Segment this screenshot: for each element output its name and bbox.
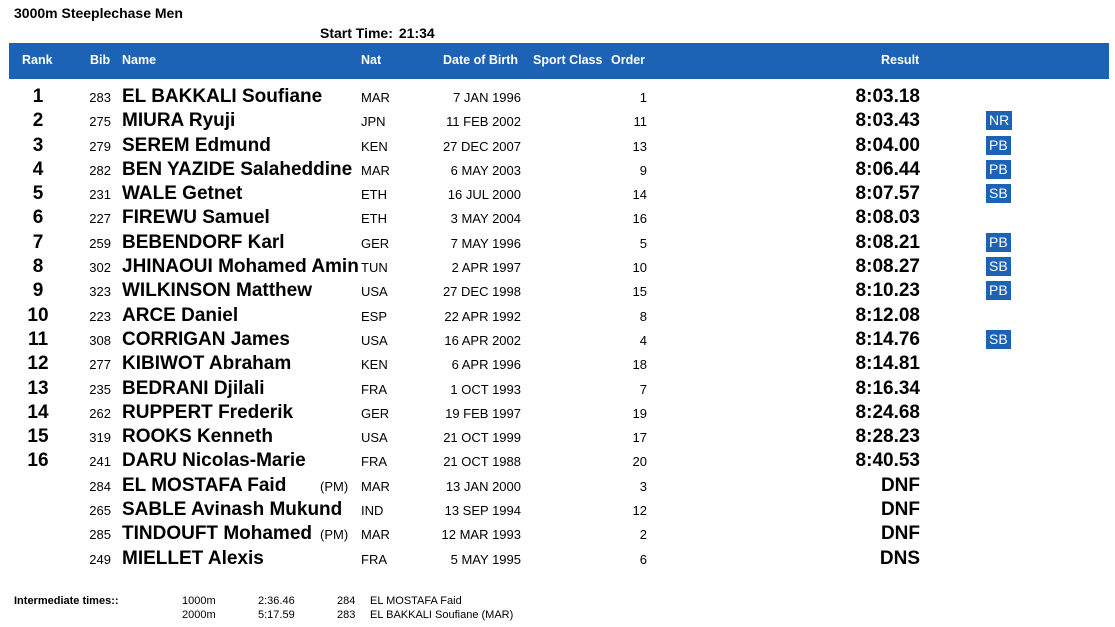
intermediate-bib: 283 bbox=[337, 609, 356, 621]
athlete-result: 8:28.23 bbox=[855, 426, 920, 448]
intermediate-leader: EL BAKKALI Soufiane (MAR) bbox=[370, 609, 514, 621]
athlete-nat: GER bbox=[361, 235, 390, 251]
athlete-name: BEBENDORF Karl bbox=[122, 231, 285, 253]
athlete-order: 16 bbox=[632, 211, 647, 227]
athlete-result: 8:10.23 bbox=[855, 280, 920, 302]
athlete-result: 8:03.18 bbox=[855, 86, 920, 107]
table-row bbox=[9, 547, 1109, 571]
athlete-dob: 11 FEB 2002 bbox=[446, 114, 521, 130]
athlete-order: 19 bbox=[632, 405, 647, 421]
athlete-pm-note: (PM) bbox=[320, 527, 349, 543]
athlete-bib: 283 bbox=[89, 90, 111, 105]
athlete-rank: 10 bbox=[27, 304, 49, 326]
header-sport-class: Sport Class bbox=[533, 53, 603, 67]
athlete-bib: 223 bbox=[89, 308, 111, 324]
athlete-dob: 19 FEB 1997 bbox=[445, 405, 521, 421]
athlete-name: KIBIWOT Abraham bbox=[122, 353, 292, 375]
athlete-rank: 8 bbox=[32, 256, 44, 278]
athlete-order: 10 bbox=[632, 260, 647, 276]
athlete-dob: 7 MAY 1996 bbox=[450, 235, 521, 251]
athlete-order: 14 bbox=[632, 187, 647, 203]
athlete-nat: USA bbox=[361, 430, 388, 446]
athlete-name: ROOKS Kenneth bbox=[122, 426, 273, 448]
athlete-order: 5 bbox=[639, 235, 647, 251]
record-badge: PB bbox=[986, 160, 1011, 179]
athlete-order: 20 bbox=[632, 454, 647, 470]
athlete-result: 8:08.03 bbox=[855, 207, 920, 229]
record-badge: PB bbox=[986, 233, 1011, 252]
athlete-rank: 9 bbox=[32, 280, 44, 302]
athlete-bib: 284 bbox=[89, 478, 111, 494]
record-badge: SB bbox=[986, 257, 1011, 276]
athlete-name: RUPPERT Frederik bbox=[122, 401, 294, 423]
record-badge: NR bbox=[986, 111, 1012, 130]
table-row bbox=[9, 182, 1109, 206]
intermediate-row bbox=[0, 595, 1115, 610]
athlete-rank: 11 bbox=[27, 328, 49, 350]
athlete-order: 8 bbox=[639, 308, 647, 324]
intermediate-leader: EL MOSTAFA Faid bbox=[370, 595, 462, 607]
athlete-name: BEDRANI Djilali bbox=[122, 377, 265, 399]
athlete-nat: MAR bbox=[361, 478, 390, 494]
athlete-bib: 285 bbox=[89, 527, 111, 543]
intermediate-row bbox=[0, 609, 1115, 624]
athlete-rank: 4 bbox=[32, 158, 44, 180]
intermediate-bib: 284 bbox=[337, 595, 356, 607]
athlete-nat: FRA bbox=[361, 454, 387, 470]
table-row bbox=[9, 474, 1109, 498]
athlete-result: 8:14.76 bbox=[855, 328, 920, 350]
athlete-name: WILKINSON Matthew bbox=[122, 280, 312, 302]
athlete-rank: 16 bbox=[27, 450, 49, 472]
athlete-name: MIELLET Alexis bbox=[122, 547, 264, 569]
athlete-bib: 279 bbox=[89, 138, 111, 154]
athlete-dob: 12 MAR 1993 bbox=[441, 527, 521, 543]
athlete-name: JHINAOUI Mohamed Amin bbox=[122, 256, 359, 278]
athlete-order: 15 bbox=[632, 284, 647, 300]
header-rank: Rank bbox=[22, 53, 53, 67]
athlete-name: ARCE Daniel bbox=[122, 304, 239, 326]
athlete-dob: 3 MAY 2004 bbox=[450, 211, 521, 227]
athlete-name: TINDOUFT Mohamed bbox=[122, 523, 312, 545]
athlete-rank: 14 bbox=[27, 401, 49, 423]
athlete-result: DNS bbox=[879, 547, 920, 569]
athlete-dob: 21 OCT 1999 bbox=[443, 430, 521, 446]
header-result: Result bbox=[881, 53, 920, 67]
athlete-result: 8:24.68 bbox=[855, 401, 920, 423]
intermediate-time: 5:17.59 bbox=[258, 609, 295, 621]
athlete-result: 8:03.43 bbox=[855, 110, 920, 132]
athlete-dob: 6 APR 1996 bbox=[451, 357, 521, 373]
athlete-result: 8:07.57 bbox=[855, 183, 920, 205]
results-table-header bbox=[9, 43, 1109, 79]
athlete-dob: 27 DEC 2007 bbox=[442, 138, 521, 154]
header-bib: Bib bbox=[90, 53, 111, 67]
athlete-name: SEREM Edmund bbox=[122, 134, 271, 156]
athlete-nat: IND bbox=[361, 503, 384, 519]
table-row bbox=[9, 328, 1109, 352]
athlete-result: 8:12.08 bbox=[855, 304, 920, 326]
athlete-nat: ESP bbox=[361, 308, 388, 324]
header-order: Order bbox=[611, 53, 646, 67]
athlete-bib: 282 bbox=[89, 162, 111, 178]
athlete-order: 6 bbox=[639, 551, 647, 567]
table-row bbox=[9, 206, 1109, 230]
athlete-rank: 2 bbox=[32, 110, 44, 132]
athlete-nat: USA bbox=[361, 284, 388, 300]
athlete-bib: 231 bbox=[89, 187, 111, 203]
athlete-dob: 1 OCT 1993 bbox=[450, 381, 521, 397]
record-badge: PB bbox=[986, 136, 1011, 155]
athlete-rank: 5 bbox=[32, 183, 44, 205]
athlete-dob: 13 SEP 1994 bbox=[444, 503, 521, 519]
intermediate-distance: 2000m bbox=[182, 609, 216, 621]
athlete-result: DNF bbox=[880, 499, 920, 521]
athlete-dob: 27 DEC 1998 bbox=[442, 284, 521, 300]
athlete-dob: 21 OCT 1988 bbox=[443, 454, 521, 470]
athlete-order: 2 bbox=[639, 527, 647, 543]
athlete-order: 11 bbox=[633, 114, 647, 130]
table-row bbox=[9, 304, 1109, 328]
athlete-bib: 227 bbox=[89, 211, 111, 227]
athlete-dob: 16 APR 2002 bbox=[444, 332, 521, 348]
athlete-order: 13 bbox=[632, 138, 647, 154]
athlete-result: 8:04.00 bbox=[855, 134, 920, 156]
header-date-of-birth: Date of Birth bbox=[443, 53, 518, 67]
athlete-name: CORRIGAN James bbox=[122, 328, 290, 350]
record-badge: PB bbox=[986, 281, 1011, 300]
header-nat: Nat bbox=[361, 53, 382, 67]
athlete-result: 8:08.21 bbox=[855, 231, 920, 253]
table-row bbox=[9, 231, 1109, 255]
intermediate-time: 2:36.46 bbox=[258, 595, 295, 607]
athlete-name: WALE Getnet bbox=[122, 183, 243, 205]
athlete-name: EL BAKKALI Soufiane bbox=[122, 86, 323, 107]
athlete-nat: KEN bbox=[361, 138, 388, 154]
athlete-nat: ETH bbox=[361, 187, 387, 203]
athlete-dob: 16 JUL 2000 bbox=[447, 187, 521, 203]
table-row bbox=[9, 255, 1109, 279]
table-row bbox=[9, 498, 1109, 522]
start-time bbox=[320, 25, 441, 41]
intermediate-distance: 1000m bbox=[182, 595, 216, 607]
athlete-rank: 1 bbox=[32, 86, 44, 107]
athlete-nat: KEN bbox=[361, 357, 388, 373]
athlete-rank: 13 bbox=[27, 377, 49, 399]
athlete-result: 8:40.53 bbox=[855, 450, 920, 472]
results-table-body bbox=[9, 85, 1109, 571]
athlete-bib: 262 bbox=[89, 405, 111, 421]
athlete-order: 17 bbox=[632, 430, 647, 446]
athlete-nat: FRA bbox=[361, 551, 387, 567]
athlete-bib: 323 bbox=[89, 284, 111, 300]
athlete-order: 7 bbox=[639, 381, 647, 397]
athlete-name: MIURA Ryuji bbox=[122, 110, 236, 132]
athlete-result: DNF bbox=[880, 474, 920, 496]
athlete-dob: 13 JAN 2000 bbox=[445, 478, 521, 494]
athlete-nat: JPN bbox=[361, 114, 386, 130]
athlete-bib: 249 bbox=[89, 551, 111, 567]
athlete-result: 8:06.44 bbox=[855, 158, 920, 180]
table-row bbox=[9, 85, 1109, 109]
page-title: 3000m Steeplechase Men bbox=[14, 5, 183, 21]
athlete-dob: 7 JAN 1996 bbox=[453, 90, 521, 105]
athlete-bib: 319 bbox=[89, 430, 111, 446]
table-row bbox=[9, 158, 1109, 182]
athlete-result: 8:08.27 bbox=[855, 256, 920, 278]
table-row bbox=[9, 109, 1109, 133]
athlete-nat: ETH bbox=[361, 211, 387, 227]
athlete-nat: MAR bbox=[361, 90, 390, 105]
header-name: Name bbox=[122, 53, 157, 67]
athlete-name: SABLE Avinash Mukund bbox=[122, 499, 343, 521]
table-row bbox=[9, 377, 1109, 401]
athlete-name: BEN YAZIDE Salaheddine bbox=[122, 158, 353, 180]
athlete-result: DNF bbox=[880, 523, 920, 545]
athlete-bib: 275 bbox=[89, 114, 111, 130]
record-badge: SB bbox=[986, 184, 1011, 203]
table-row bbox=[9, 425, 1109, 449]
athlete-rank: 6 bbox=[32, 207, 44, 229]
intermediate-times-label: Intermediate times:: bbox=[14, 595, 119, 607]
athlete-name: DARU Nicolas-Marie bbox=[122, 450, 306, 472]
athlete-result: 8:14.81 bbox=[855, 353, 920, 375]
athlete-name: EL MOSTAFA Faid bbox=[122, 474, 287, 496]
table-row bbox=[9, 352, 1109, 376]
athlete-nat: MAR bbox=[361, 527, 390, 543]
athlete-rank: 12 bbox=[27, 353, 49, 375]
athlete-order: 3 bbox=[639, 478, 647, 494]
athlete-bib: 308 bbox=[89, 332, 111, 348]
athlete-rank: 3 bbox=[32, 134, 44, 156]
table-row bbox=[9, 279, 1109, 303]
table-row bbox=[9, 449, 1109, 473]
start-time-value: 21:34 bbox=[398, 25, 435, 41]
athlete-dob: 2 APR 1997 bbox=[451, 260, 521, 276]
table-row bbox=[9, 522, 1109, 546]
table-row bbox=[9, 401, 1109, 425]
athlete-order: 4 bbox=[639, 332, 647, 348]
athlete-nat: GER bbox=[361, 405, 390, 421]
start-time-label: Start Time: bbox=[320, 25, 393, 41]
athlete-dob: 22 APR 1992 bbox=[444, 308, 521, 324]
record-badge: SB bbox=[986, 330, 1011, 349]
athlete-dob: 6 MAY 2003 bbox=[450, 162, 521, 178]
athlete-bib: 259 bbox=[89, 235, 111, 251]
athlete-bib: 277 bbox=[89, 357, 111, 373]
athlete-order: 18 bbox=[632, 357, 647, 373]
table-row bbox=[9, 134, 1109, 158]
athlete-name: FIREWU Samuel bbox=[122, 207, 270, 229]
athlete-bib: 235 bbox=[89, 381, 111, 397]
athlete-bib: 241 bbox=[89, 454, 111, 470]
athlete-pm-note: (PM) bbox=[320, 478, 349, 494]
athlete-nat: TUN bbox=[361, 260, 388, 276]
athlete-order: 12 bbox=[632, 503, 647, 519]
athlete-dob: 5 MAY 1995 bbox=[450, 551, 521, 567]
athlete-rank: 7 bbox=[32, 231, 44, 253]
athlete-result: 8:16.34 bbox=[855, 377, 920, 399]
athlete-nat: FRA bbox=[361, 381, 387, 397]
athlete-bib: 265 bbox=[89, 503, 111, 519]
athlete-nat: USA bbox=[361, 332, 388, 348]
athlete-order: 1 bbox=[639, 90, 647, 105]
athlete-nat: MAR bbox=[361, 162, 390, 178]
athlete-order: 9 bbox=[639, 162, 647, 178]
athlete-bib: 302 bbox=[89, 260, 111, 276]
athlete-rank: 15 bbox=[27, 426, 49, 448]
